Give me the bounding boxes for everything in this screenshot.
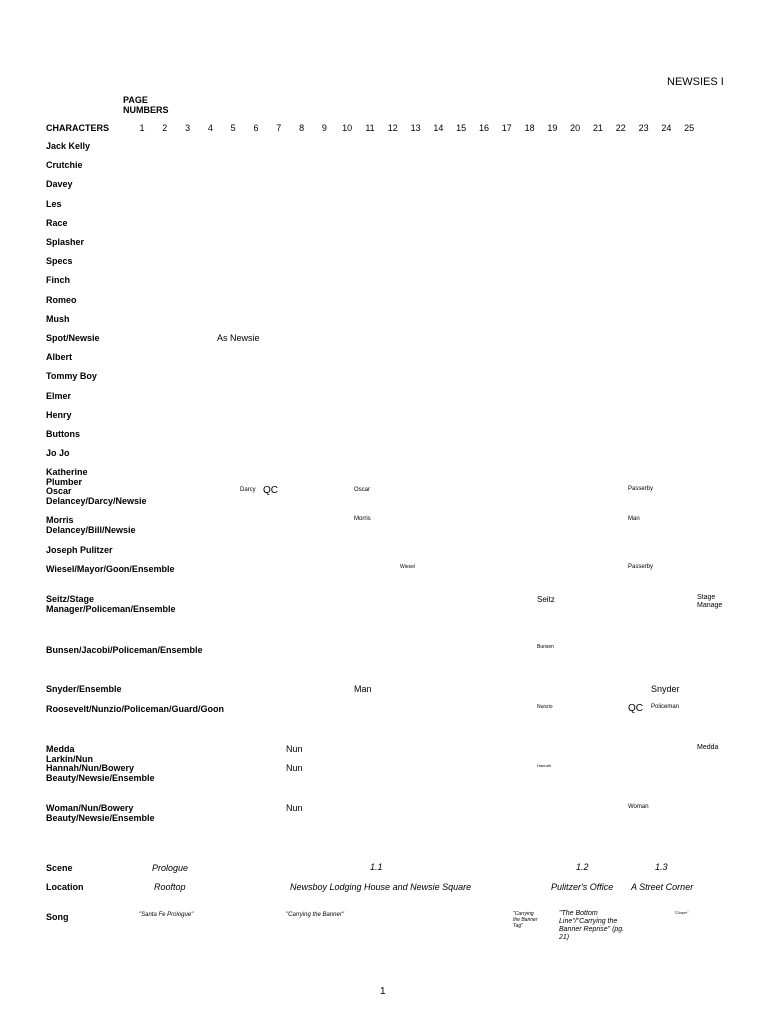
character-name: Elmer — [46, 391, 72, 401]
page-number-cell: 6 — [253, 123, 259, 133]
character-name: Morris Delancey/Bill/Newsie — [46, 515, 136, 535]
song-cell: "Closer" — [674, 910, 689, 915]
song-cell: "Santa Fe Prologue" — [139, 912, 194, 918]
character-name: Jo Jo — [46, 448, 70, 458]
character-name: Davey — [46, 179, 73, 189]
character-name: Katherine Plumber — [46, 467, 88, 487]
role-cell: Nunzio — [537, 704, 553, 710]
scene-cell: 1.1 — [370, 862, 383, 872]
scene-cell: Prologue — [152, 863, 189, 873]
role-cell: Stage Manage — [697, 594, 723, 609]
song-cell: "Carrying the Banner" — [286, 912, 344, 918]
page-number-cell: 25 — [684, 123, 695, 133]
character-name: Race — [46, 218, 68, 228]
location-cell: Pulitzer's Office — [551, 882, 614, 892]
page-number-cell: 15 — [456, 123, 467, 133]
page-number-cell: 8 — [299, 123, 305, 133]
character-name: Seitz/Stage Manager/Policeman/Ensemble — [46, 594, 176, 614]
location-label: Location — [46, 882, 84, 892]
role-cell: QC — [628, 703, 643, 714]
role-cell: As Newsie — [217, 333, 260, 343]
character-name: Spot/Newsie — [46, 333, 100, 343]
character-name: Buttons — [46, 429, 80, 439]
page-number-cell: 24 — [661, 123, 672, 133]
character-name: Bunsen/Jacobi/Policeman/Ensemble — [46, 645, 203, 655]
character-name: Woman/Nun/Bowery Beauty/Newsie/Ensemble — [46, 803, 155, 823]
character-name: Tommy Boy — [46, 371, 97, 381]
document-title: NEWSIES I — [667, 76, 724, 88]
page-number-cell: 13 — [410, 123, 421, 133]
page-number-cell: 4 — [207, 123, 213, 133]
role-cell: Policeman — [651, 704, 680, 710]
page-number-cell: 23 — [638, 123, 649, 133]
page-numbers-header: PAGE NUMBERS — [123, 95, 169, 115]
role-cell: Snyder — [651, 684, 680, 694]
role-cell: Passerby — [628, 486, 654, 492]
song-cell: "Carrying the Banner Tag" — [513, 911, 538, 929]
character-name: Finch — [46, 275, 70, 285]
scene-cell: 1.2 — [576, 862, 589, 872]
role-cell: Seitz — [537, 595, 555, 604]
page-number-cell: 21 — [592, 123, 603, 133]
role-cell: Woman — [628, 804, 649, 810]
role-cell: Morris — [354, 516, 371, 522]
location-cell: Rooftop — [154, 882, 186, 892]
character-name: Mush — [46, 314, 70, 324]
footer-page-number: 1 — [380, 986, 386, 997]
page-number-cell: 9 — [321, 123, 327, 133]
character-name: Les — [46, 199, 62, 209]
page-number-cell: 2 — [162, 123, 168, 133]
characters-header: CHARACTERS — [46, 123, 109, 133]
character-name: Jack Kelly — [46, 141, 91, 151]
character-name: Hannah/Nun/Bowery Beauty/Newsie/Ensemble — [46, 763, 155, 783]
character-name: Splasher — [46, 237, 85, 247]
location-cell: A Street Corner — [631, 882, 694, 892]
role-cell: Oscar — [354, 487, 371, 493]
page-number-cell: 20 — [570, 123, 581, 133]
character-name: Joseph Pulitzer — [46, 545, 113, 555]
page-number-cell: 3 — [185, 123, 191, 133]
role-cell: Hannah — [537, 763, 552, 768]
page-number-cell: 10 — [342, 123, 353, 133]
role-cell: Nun — [286, 763, 303, 773]
role-cell: Nun — [286, 744, 303, 754]
role-cell: Wiesel — [400, 564, 416, 570]
page-number-cell: 17 — [501, 123, 512, 133]
page-number-cell: 12 — [387, 123, 398, 133]
character-name: Henry — [46, 410, 72, 420]
character-name: Romeo — [46, 295, 77, 305]
page-number-cell: 16 — [478, 123, 489, 133]
page-number-cell: 14 — [433, 123, 444, 133]
character-name: Crutchie — [46, 160, 83, 170]
character-name: Snyder/Ensemble — [46, 684, 122, 694]
role-cell: Man — [354, 684, 372, 694]
page-number-cell: 11 — [365, 123, 375, 133]
page-number-cell: 1 — [139, 123, 145, 133]
role-cell: QC — [263, 485, 278, 496]
page-number-cell: 5 — [230, 123, 236, 133]
role-cell: Passerby — [628, 564, 654, 570]
role-cell: Man — [628, 516, 640, 522]
character-name: Specs — [46, 256, 73, 266]
character-name: Medda Larkin/Nun — [46, 744, 94, 764]
role-cell: Nun — [286, 803, 303, 813]
character-name: Albert — [46, 352, 73, 362]
song-label: Song — [46, 912, 69, 922]
character-name: Wiesel/Mayor/Goon/Ensemble — [46, 564, 175, 574]
page-number-cell: 22 — [615, 123, 626, 133]
page-number-cell: 7 — [276, 123, 282, 133]
page-number-cell: 18 — [524, 123, 535, 133]
character-name: Oscar Delancey/Darcy/Newsie — [46, 486, 147, 506]
scene-cell: 1.3 — [655, 862, 668, 872]
character-name: Roosevelt/Nunzio/Policeman/Guard/Goon — [46, 704, 225, 714]
song-cell: "The Bottom Line"/"Carrying the Banner Reprise" (pg. 21) — [559, 910, 625, 941]
role-cell: Darcy — [240, 487, 256, 493]
location-cell: Newsboy Lodging House and Newsie Square — [290, 882, 472, 892]
role-cell: Medda — [697, 744, 719, 751]
scene-label: Scene — [46, 863, 73, 873]
role-cell: Bunsen — [537, 644, 554, 650]
page-number-cell: 19 — [547, 123, 558, 133]
